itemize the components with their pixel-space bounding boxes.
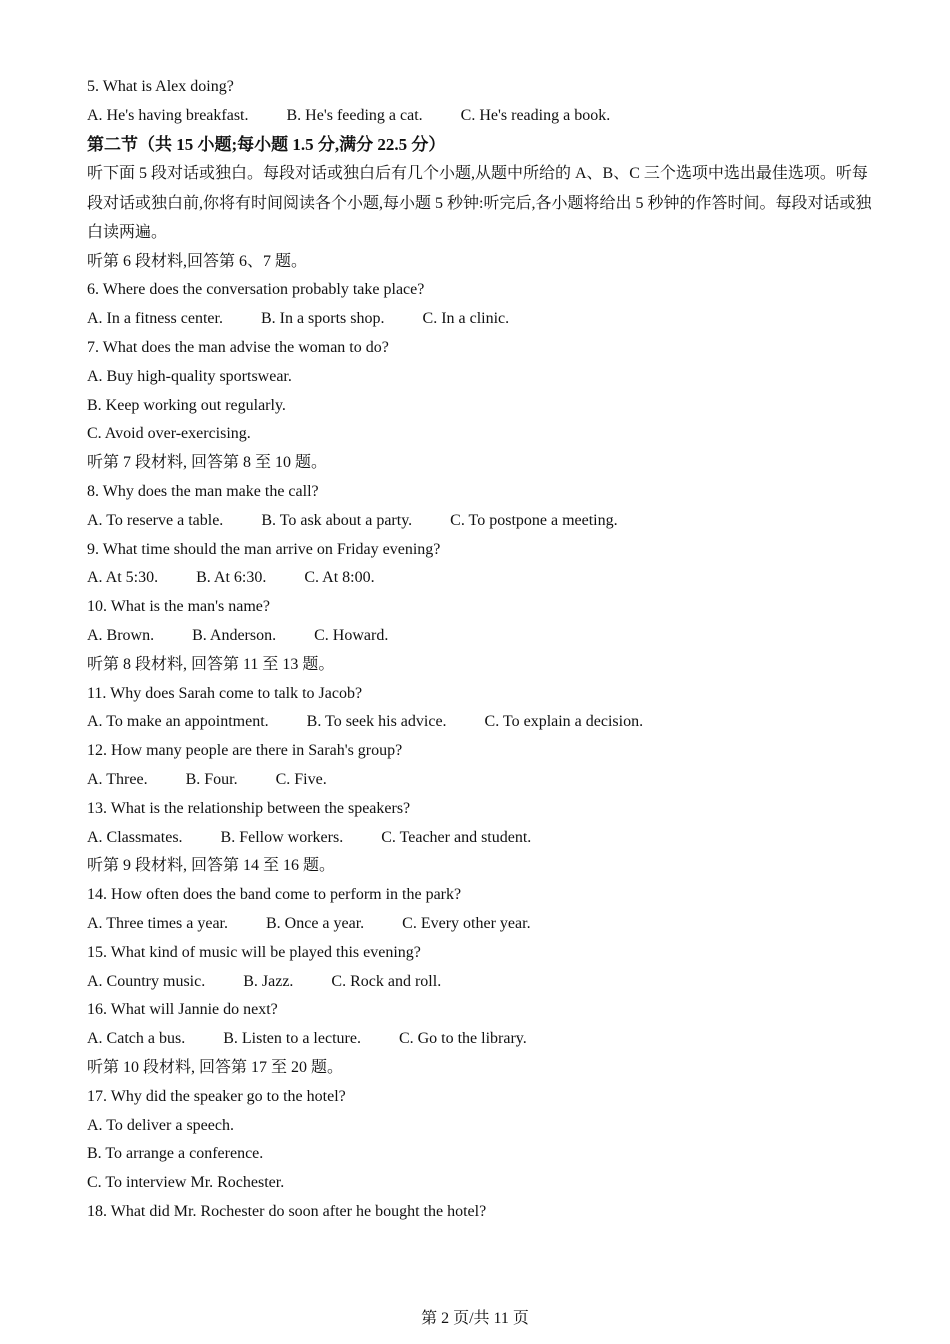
- question-12-options: [87, 766, 877, 795]
- material-8-intro: 听第 8 段材料, 回答第 11 至 13 题。: [87, 655, 335, 673]
- question-14: 14. How often does the band come to perform in the park?: [87, 886, 462, 904]
- question-7: 7. What does the man advise the woman to do?: [87, 339, 389, 356]
- option-a: A. Three.: [87, 770, 148, 788]
- option-c: C. Rock and roll.: [331, 972, 442, 990]
- question-13: 13. What is the relationship between the speakers?: [87, 799, 411, 817]
- option-b: B. He's feeding a cat.: [286, 106, 423, 124]
- question-17-option-c: C. To interview Mr. Rochester.: [87, 1174, 285, 1192]
- page-footer: 第 2 页/共 11 页: [421, 1310, 529, 1327]
- option-a: A. Classmates.: [87, 828, 183, 846]
- question-17: 17. Why did the speaker go to the hotel?: [87, 1087, 346, 1105]
- question-9-options: [87, 564, 877, 593]
- option-b: B. Once a year.: [265, 914, 365, 932]
- option-c: C. Teacher and student.: [381, 828, 532, 846]
- option-b: B. Four.: [185, 770, 238, 788]
- question-8: 8. Why does the man make the call?: [87, 482, 319, 500]
- question-16: 16. What will Jannie do next?: [87, 1001, 278, 1019]
- material-7-intro: 听第 7 段材料, 回答第 8 至 10 题。: [87, 454, 328, 472]
- option-a: A. Catch a bus.: [87, 1030, 186, 1048]
- question-6: 6. Where does the conversation probably take place?: [87, 281, 425, 299]
- option-c: C. To postpone a meeting.: [450, 511, 618, 529]
- section-heading: 第二节（共 15 小题;每小题 1.5 分,满分 22.5 分）: [87, 134, 446, 154]
- option-c: C. To explain a decision.: [484, 713, 644, 731]
- option-b: B. At 6:30.: [196, 569, 267, 587]
- option-c: C. In a clinic.: [422, 310, 510, 328]
- option-a: A. In a fitness center.: [87, 310, 223, 328]
- option-c: C. Howard.: [314, 626, 389, 644]
- question-18: 18. What did Mr. Rochester do soon after he bought the hotel?: [87, 1202, 487, 1220]
- option-b: B. Jazz.: [243, 972, 294, 990]
- question-13-options: [87, 824, 877, 853]
- question-15: 15. What kind of music will be played this evening?: [87, 943, 421, 961]
- option-c: C. Every other year.: [402, 914, 531, 932]
- question-10-options: [87, 622, 877, 651]
- option-b: B. To seek his advice.: [306, 713, 447, 731]
- question-9: 9. What time should the man arrive on Friday evening?: [87, 540, 441, 558]
- option-a: A. At 5:30.: [87, 569, 159, 587]
- section-instructions: 听下面 5 段对话或独白。每段对话或独白后有几个小题,从题中所给的 A、B、C 三个选项中选出最佳选项。听每段对话或独白前,你将有时间阅读各个小题,每小题 5 秒钟:听完后,各小题将给出 5 秒钟的作答时间。每段对话或独白读两遍。: [87, 165, 872, 242]
- question-17-option-a: A. To deliver a speech.: [87, 1116, 234, 1134]
- question-6-options: [87, 305, 877, 334]
- option-b: B. In a sports shop.: [260, 310, 385, 328]
- option-a: A. To reserve a table.: [87, 511, 224, 529]
- option-c: C. Five.: [275, 770, 327, 788]
- option-c: C. Go to the library.: [398, 1030, 527, 1048]
- question-17-option-b: B. To arrange a conference.: [87, 1145, 264, 1163]
- question-11: 11. Why does Sarah come to talk to Jacob?: [87, 684, 363, 702]
- option-b: B. Listen to a lecture.: [223, 1030, 361, 1048]
- option-c: C. At 8:00.: [304, 569, 375, 587]
- option-a: A. He's having breakfast.: [87, 106, 249, 124]
- option-b: B. Fellow workers.: [220, 828, 344, 846]
- option-a: A. To make an appointment.: [87, 713, 269, 731]
- question-7-option-b: B. Keep working out regularly.: [87, 396, 286, 414]
- option-a: A. Three times a year.: [87, 914, 228, 932]
- question-15-options: [87, 968, 877, 997]
- option-c: C. He's reading a book.: [460, 106, 611, 124]
- material-6-intro: 听第 6 段材料,回答第 6、7 题。: [87, 252, 308, 270]
- material-9-intro: 听第 9 段材料, 回答第 14 至 16 题。: [87, 857, 336, 875]
- material-10-intro: 听第 10 段材料, 回答第 17 至 20 题。: [87, 1058, 344, 1076]
- question-14-options: [87, 910, 877, 939]
- question-8-options: [87, 507, 877, 536]
- question-5-options: [87, 102, 877, 131]
- question-11-options: [87, 708, 877, 737]
- question-10: 10. What is the man's name?: [87, 598, 270, 616]
- document-body: [87, 73, 877, 1227]
- question-7-option-a: A. Buy high-quality sportswear.: [87, 367, 292, 385]
- question-7-option-c: C. Avoid over-exercising.: [87, 425, 251, 443]
- question-5: 5. What is Alex doing?: [87, 78, 234, 95]
- option-a: A. Country music.: [87, 972, 206, 990]
- question-12: 12. How many people are there in Sarah's group?: [87, 742, 403, 760]
- option-b: B. Anderson.: [192, 626, 277, 644]
- option-b: B. To ask about a party.: [261, 511, 413, 529]
- option-a: A. Brown.: [87, 626, 155, 644]
- question-16-options: [87, 1025, 877, 1054]
